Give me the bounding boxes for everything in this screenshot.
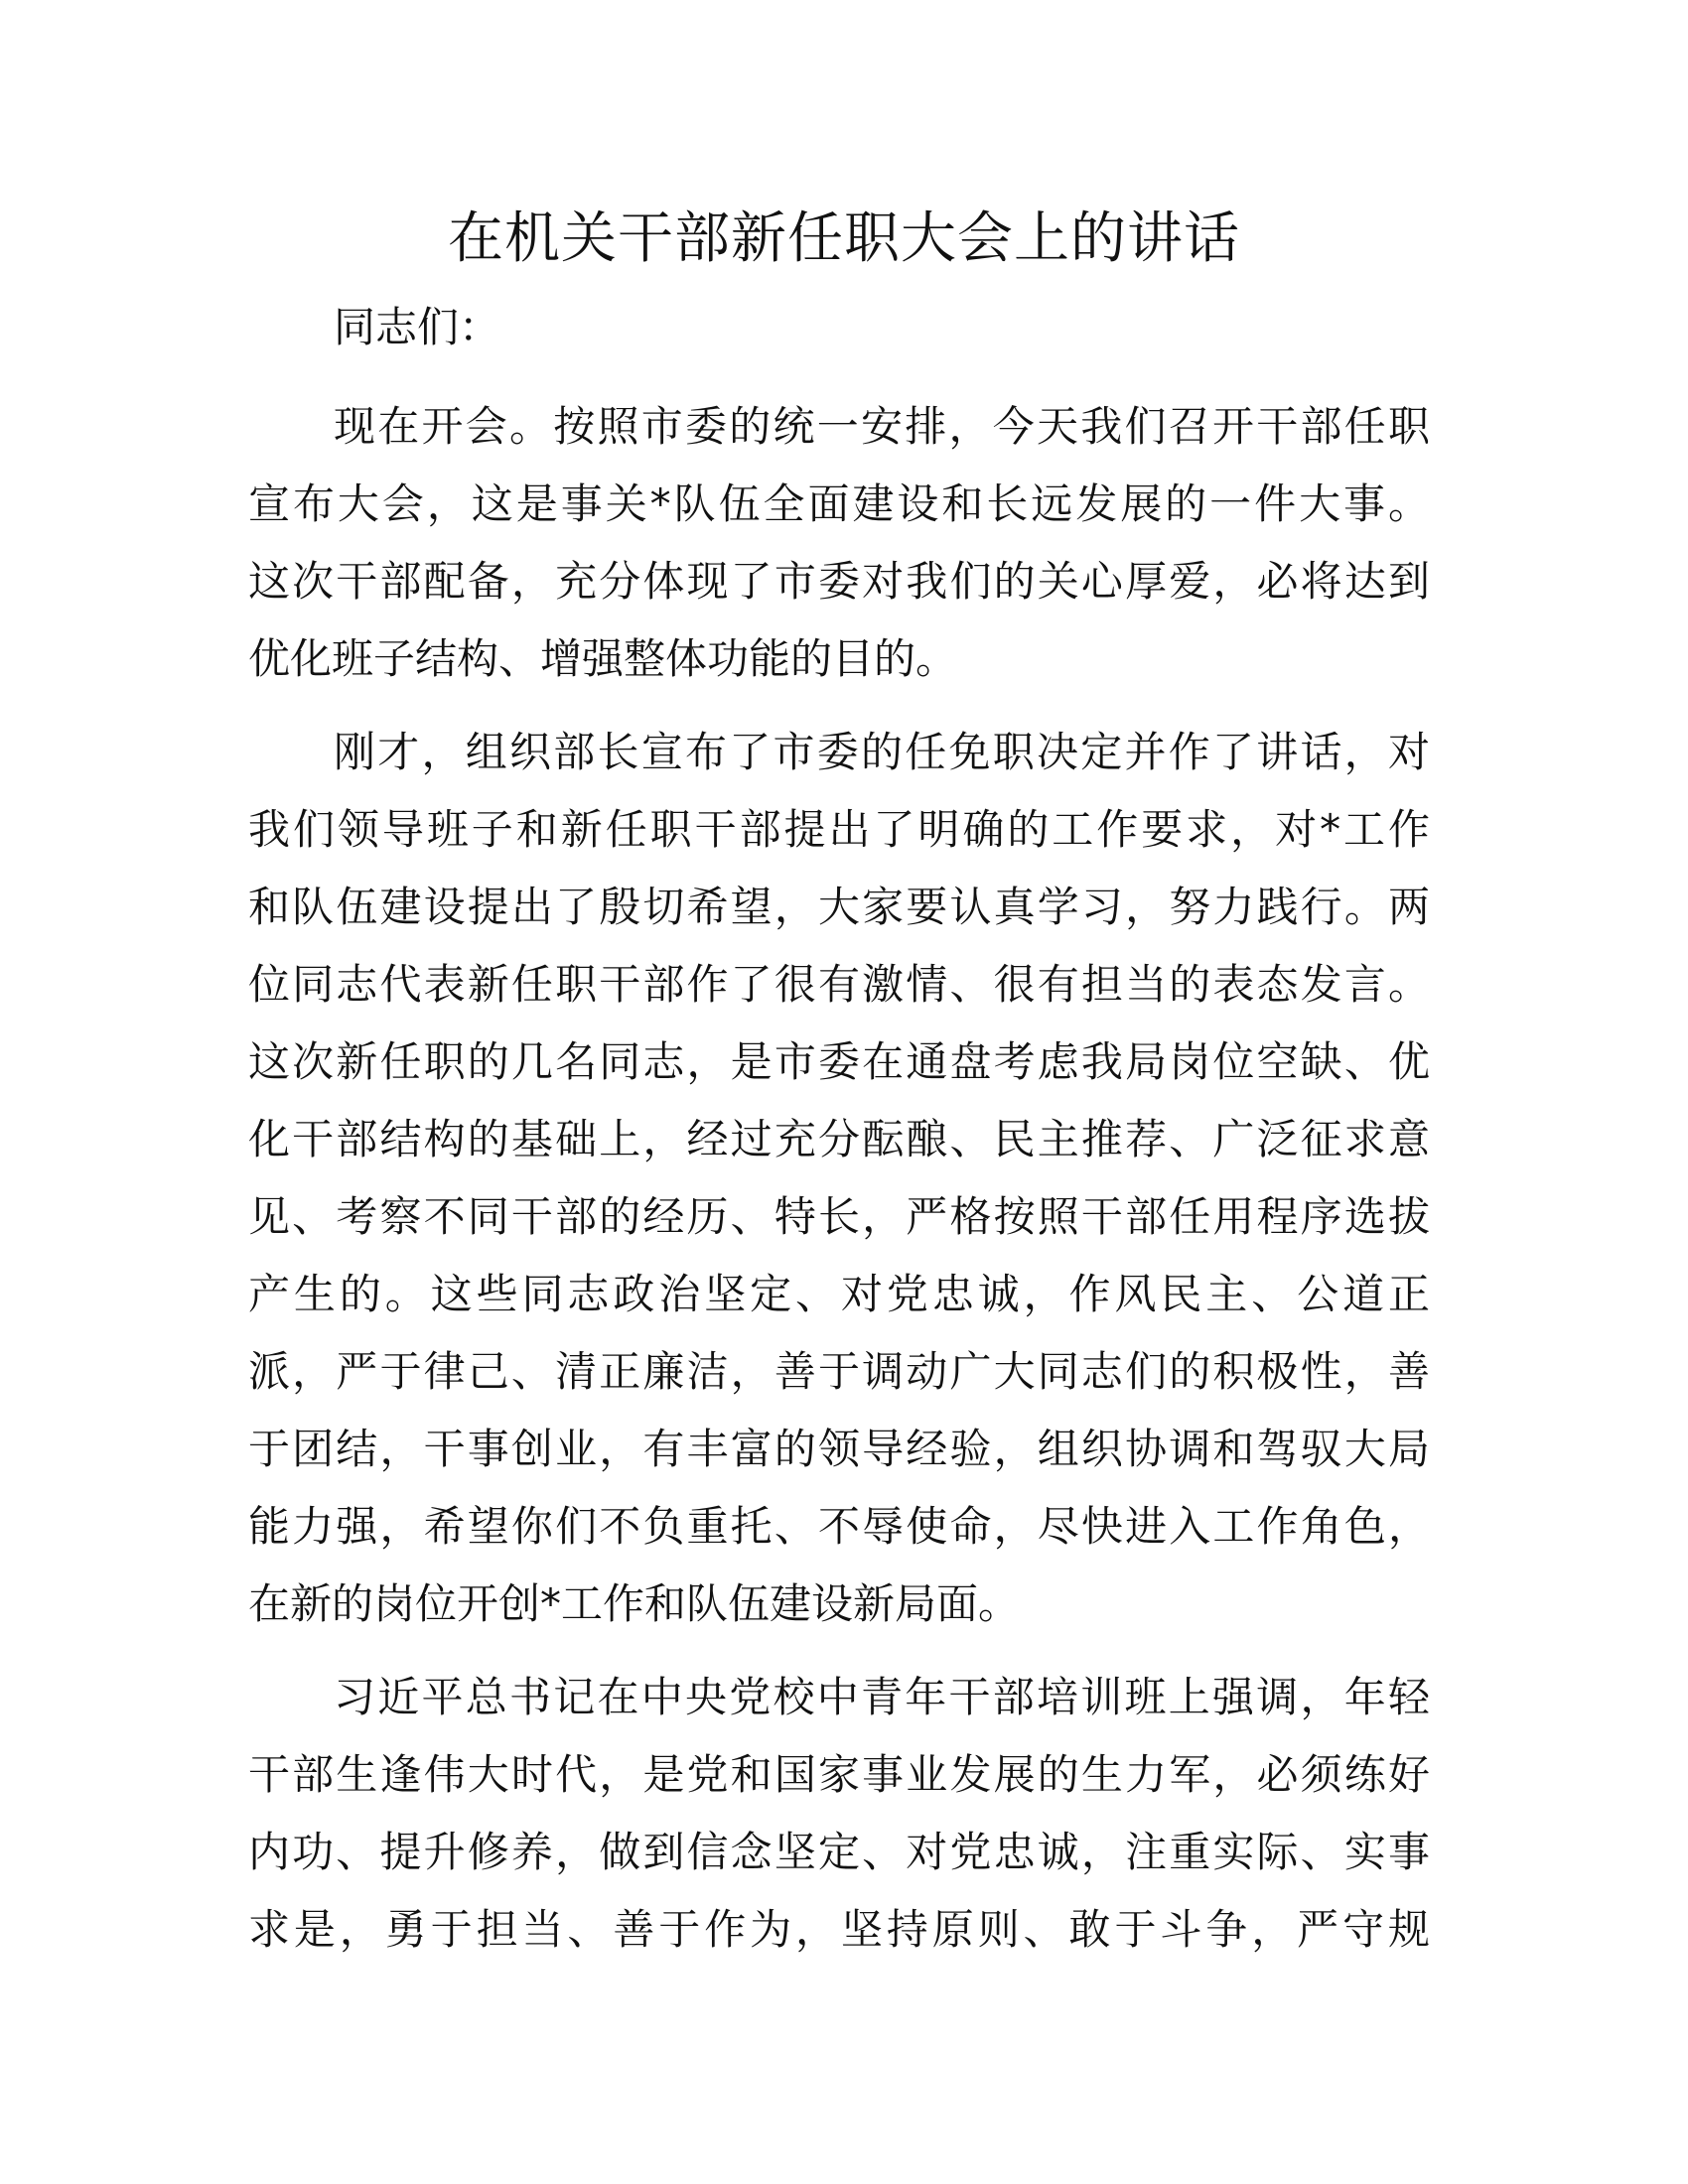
paragraph-line: 求是，勇于担当、善于作为，坚持原则、敢于斗争，严守规 — [248, 1905, 1430, 1954]
paragraph-line: 派，严于律己、清正廉洁，善于调动广大同志们的积极性，善 — [248, 1347, 1430, 1396]
document-title: 在机关干部新任职大会上的讲话 — [448, 206, 1240, 271]
paragraph-line: 内功、提升修养，做到信念坚定、对党忠诚，注重实际、实事 — [248, 1828, 1430, 1876]
paragraph-line: 干部生逢伟大时代，是党和国家事业发展的生力军，必须练好 — [248, 1750, 1430, 1799]
paragraph-line: 宣布大会，这是事关*队伍全面建设和长远发展的一件大事。 — [248, 479, 1430, 528]
paragraph-line: 刚才，组织部长宣布了市委的任免职决定并作了讲话，对 — [334, 728, 1430, 776]
paragraph-line: 习近平总书记在中央党校中青年干部培训班上强调，年轻 — [334, 1673, 1430, 1721]
paragraph-line: 这次新任职的几名同志，是市委在通盘考虑我局岗位空缺、优 — [248, 1037, 1430, 1086]
paragraph-line: 在新的岗位开创*工作和队伍建设新局面。 — [248, 1579, 1021, 1628]
paragraph-line: 位同志代表新任职干部作了很有激情、很有担当的表态发言。 — [248, 960, 1430, 1009]
paragraph-line: 于团结，干事创业，有丰富的领导经验，组织协调和驾驭大局 — [248, 1425, 1430, 1473]
greeting: 同志们： — [334, 303, 501, 351]
paragraph-line: 我们领导班子和新任职干部提出了明确的工作要求，对*工作 — [248, 805, 1430, 854]
paragraph-line: 能力强，希望你们不负重托、不辱使命，尽快进入工作角色， — [248, 1502, 1430, 1551]
paragraph-line: 见、考察不同干部的经历、特长，严格按照干部任用程序选拔 — [248, 1192, 1430, 1241]
paragraph-line: 和队伍建设提出了殷切希望，大家要认真学习，努力践行。两 — [248, 883, 1430, 931]
paragraph-line: 现在开会。按照市委的统一安排，今天我们召开干部任职 — [334, 402, 1430, 451]
paragraph-line: 化干部结构的基础上，经过充分酝酿、民主推荐、广泛征求意 — [248, 1115, 1430, 1163]
paragraph-line: 产生的。这些同志政治坚定、对党忠诚，作风民主、公道正 — [248, 1270, 1430, 1318]
paragraph-line: 这次干部配备，充分体现了市委对我们的关心厚爱，必将达到 — [248, 557, 1430, 606]
paragraph-line: 优化班子结构、增强整体功能的目的。 — [248, 634, 958, 683]
